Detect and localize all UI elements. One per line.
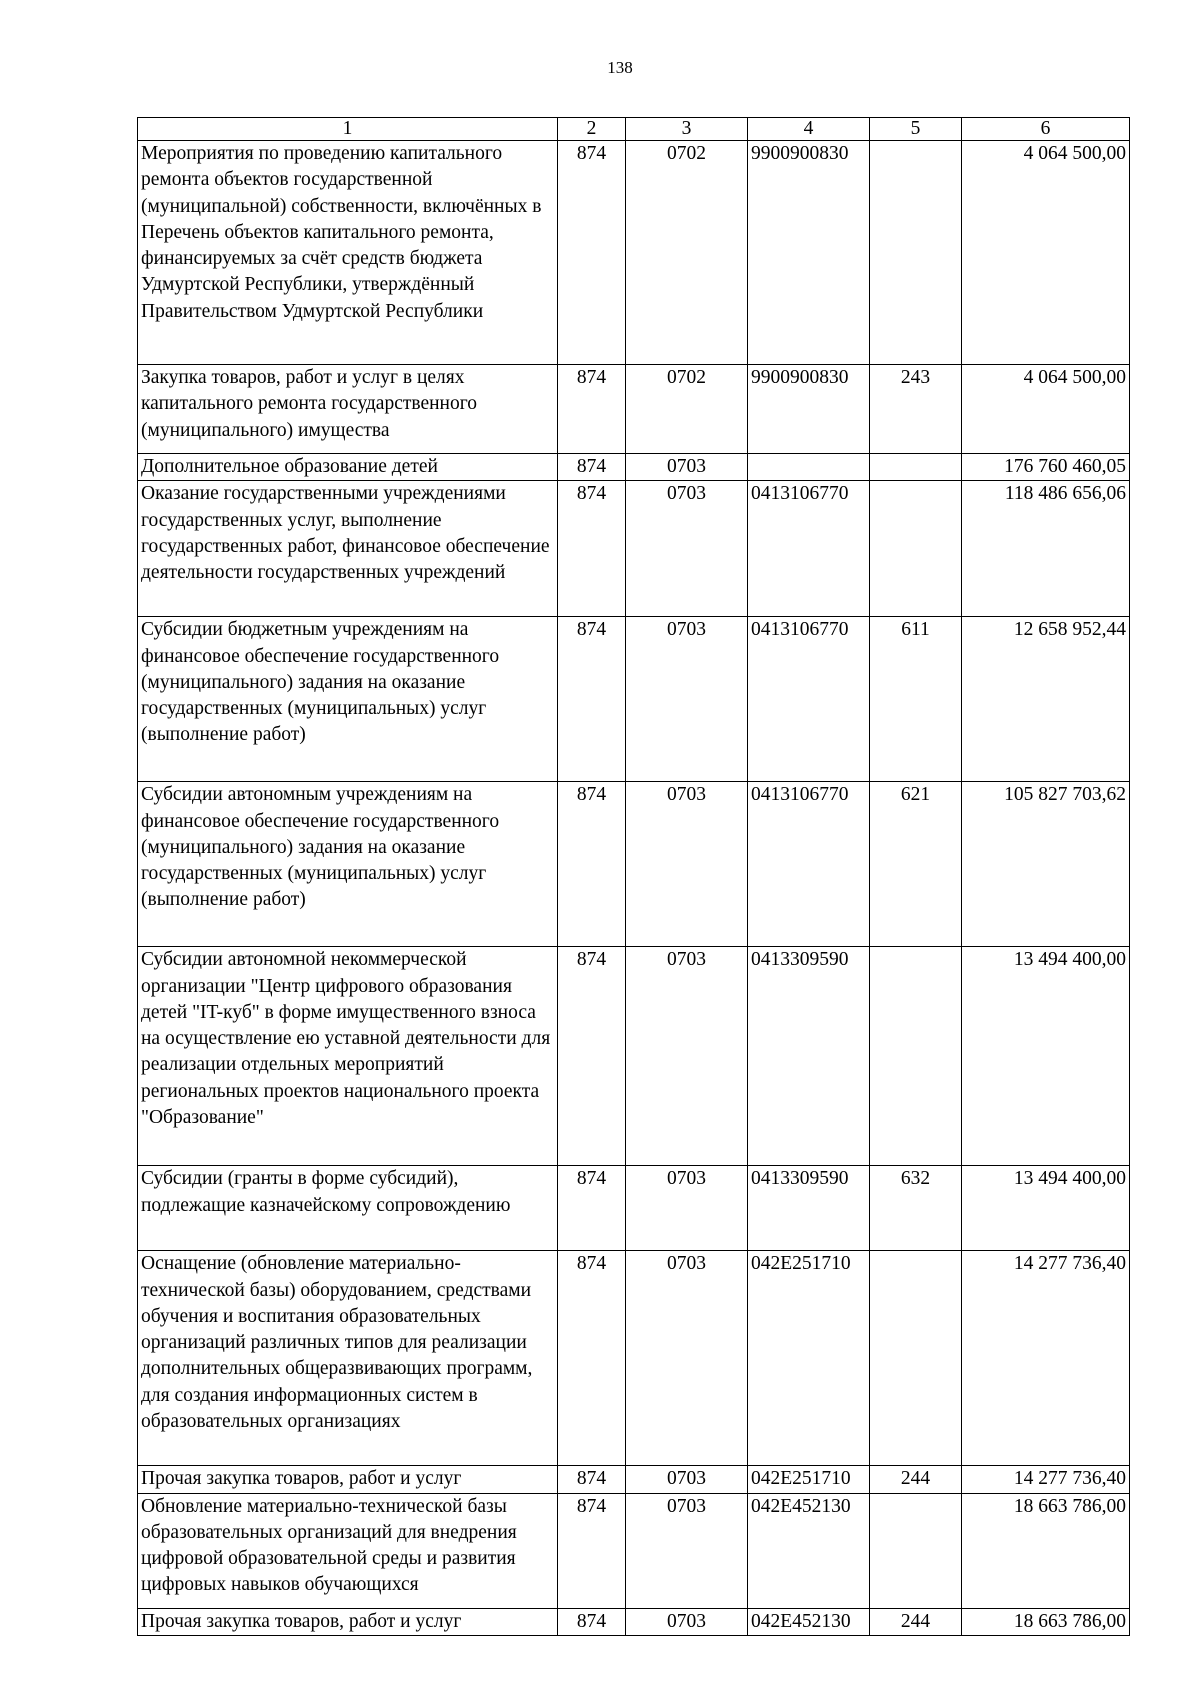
header-col-4: 4	[748, 118, 870, 141]
page-number: 138	[607, 58, 633, 77]
row-col-4	[748, 454, 870, 481]
header-col-3: 3	[626, 118, 748, 141]
row-col-2: 874	[558, 365, 626, 454]
row-col-5: 243	[870, 365, 962, 454]
row-col-3: 0703	[626, 1466, 748, 1493]
row-col-2: 874	[558, 141, 626, 365]
row-col-4: 0413106770	[748, 481, 870, 617]
table-row	[138, 1166, 1130, 1251]
row-col-2: 874	[558, 1608, 626, 1635]
row-col-5	[870, 1493, 962, 1608]
row-col-4: 9900900830	[748, 141, 870, 365]
row-col-4: 042E251710	[748, 1251, 870, 1466]
row-col-5	[870, 481, 962, 617]
table-row	[138, 365, 1130, 454]
row-col-2: 874	[558, 481, 626, 617]
row-name: Дополнительное образование детей	[138, 454, 558, 481]
row-col-2: 874	[558, 454, 626, 481]
table-row	[138, 1466, 1130, 1493]
row-col-2: 874	[558, 1166, 626, 1251]
row-col-4: 9900900830	[748, 365, 870, 454]
row-col-3: 0702	[626, 141, 748, 365]
row-col-3: 0703	[626, 1251, 748, 1466]
row-col-3: 0703	[626, 1166, 748, 1251]
row-name: Прочая закупка товаров, работ и услуг	[138, 1466, 558, 1493]
row-col-5	[870, 947, 962, 1166]
row-col-6: 12 658 952,44	[962, 617, 1130, 782]
header-row	[138, 118, 1130, 141]
table-row	[138, 1608, 1130, 1635]
row-col-6: 18 663 786,00	[962, 1608, 1130, 1635]
row-col-4: 0413309590	[748, 947, 870, 1166]
header-col-1: 1	[138, 118, 558, 141]
row-col-5	[870, 1251, 962, 1466]
budget-table	[137, 117, 1130, 1636]
row-col-5: 244	[870, 1608, 962, 1635]
row-col-6: 14 277 736,40	[962, 1466, 1130, 1493]
row-name: Субсидии автономной некоммерческой организации "Центр цифрового образования детей "IT-куб" в форме имущественного взноса на осуществление ею уставной деятельности для реализации отдельных мероприятий региональных проектов национального проекта "Образование"	[138, 947, 558, 1166]
row-col-5: 244	[870, 1466, 962, 1493]
row-col-5	[870, 141, 962, 365]
row-name: Оказание государственными учреждениями государственных услуг, выполнение государственных работ, финансовое обеспечение деятельности государственных учреждений	[138, 481, 558, 617]
row-col-5: 632	[870, 1166, 962, 1251]
header-col-5: 5	[870, 118, 962, 141]
row-col-4: 042E251710	[748, 1466, 870, 1493]
row-col-4: 0413106770	[748, 782, 870, 947]
row-col-4: 0413106770	[748, 617, 870, 782]
row-col-3: 0703	[626, 454, 748, 481]
row-col-5: 621	[870, 782, 962, 947]
row-name: Субсидии автономным учреждениям на финансовое обеспечение государственного (муниципального) задания на оказание государственных (муниципальных) услуг (выполнение работ)	[138, 782, 558, 947]
row-name: Оснащение (обновление материально-технической базы) оборудованием, средствами обучения и воспитания образовательных организаций различных типов для реализации дополнительных общеразвивающих программ, для создания информационных систем в образовательных организациях	[138, 1251, 558, 1466]
row-col-4: 042E452130	[748, 1608, 870, 1635]
row-col-2: 874	[558, 1466, 626, 1493]
row-col-6: 14 277 736,40	[962, 1251, 1130, 1466]
row-col-2: 874	[558, 1493, 626, 1608]
row-col-3: 0703	[626, 947, 748, 1166]
row-col-2: 874	[558, 782, 626, 947]
row-col-2: 874	[558, 1251, 626, 1466]
row-col-6: 18 663 786,00	[962, 1493, 1130, 1608]
table-row	[138, 782, 1130, 947]
row-col-6: 4 064 500,00	[962, 141, 1130, 365]
row-col-3: 0703	[626, 617, 748, 782]
table-row	[138, 481, 1130, 617]
row-col-6: 118 486 656,06	[962, 481, 1130, 617]
row-name: Обновление материально-технической базы образовательных организаций для внедрения цифровой образовательной среды и развития цифровых навыков обучающихся	[138, 1493, 558, 1608]
row-name: Мероприятия по проведению капитального ремонта объектов государственной (муниципальной) собственности, включённых в Перечень объектов капитального ремонта, финансируемых за счёт средств бюджета Удмуртской Республики, утверждённый Правительством Удмуртской Республики	[138, 141, 558, 365]
row-col-3: 0702	[626, 365, 748, 454]
row-col-6: 13 494 400,00	[962, 1166, 1130, 1251]
row-col-2: 874	[558, 617, 626, 782]
row-col-6: 105 827 703,62	[962, 782, 1130, 947]
row-col-3: 0703	[626, 1493, 748, 1608]
row-col-2: 874	[558, 947, 626, 1166]
table-row	[138, 454, 1130, 481]
row-name: Закупка товаров, работ и услуг в целях капитального ремонта государственного (муниципального) имущества	[138, 365, 558, 454]
row-col-6: 13 494 400,00	[962, 947, 1130, 1166]
table-row	[138, 1493, 1130, 1608]
row-name: Субсидии (гранты в форме субсидий), подлежащие казначейскому сопровождению	[138, 1166, 558, 1251]
row-col-6: 176 760 460,05	[962, 454, 1130, 481]
row-col-3: 0703	[626, 782, 748, 947]
row-col-5: 611	[870, 617, 962, 782]
row-col-4: 0413309590	[748, 1166, 870, 1251]
row-col-4: 042E452130	[748, 1493, 870, 1608]
table-row	[138, 141, 1130, 365]
header-col-6: 6	[962, 118, 1130, 141]
table-row	[138, 947, 1130, 1166]
table-row	[138, 1251, 1130, 1466]
row-col-3: 0703	[626, 1608, 748, 1635]
table-row	[138, 617, 1130, 782]
row-name: Прочая закупка товаров, работ и услуг	[138, 1608, 558, 1635]
row-col-5	[870, 454, 962, 481]
row-col-6: 4 064 500,00	[962, 365, 1130, 454]
row-name: Субсидии бюджетным учреждениям на финансовое обеспечение государственного (муниципального) задания на оказание государственных (муниципальных) услуг (выполнение работ)	[138, 617, 558, 782]
row-col-3: 0703	[626, 481, 748, 617]
header-col-2: 2	[558, 118, 626, 141]
